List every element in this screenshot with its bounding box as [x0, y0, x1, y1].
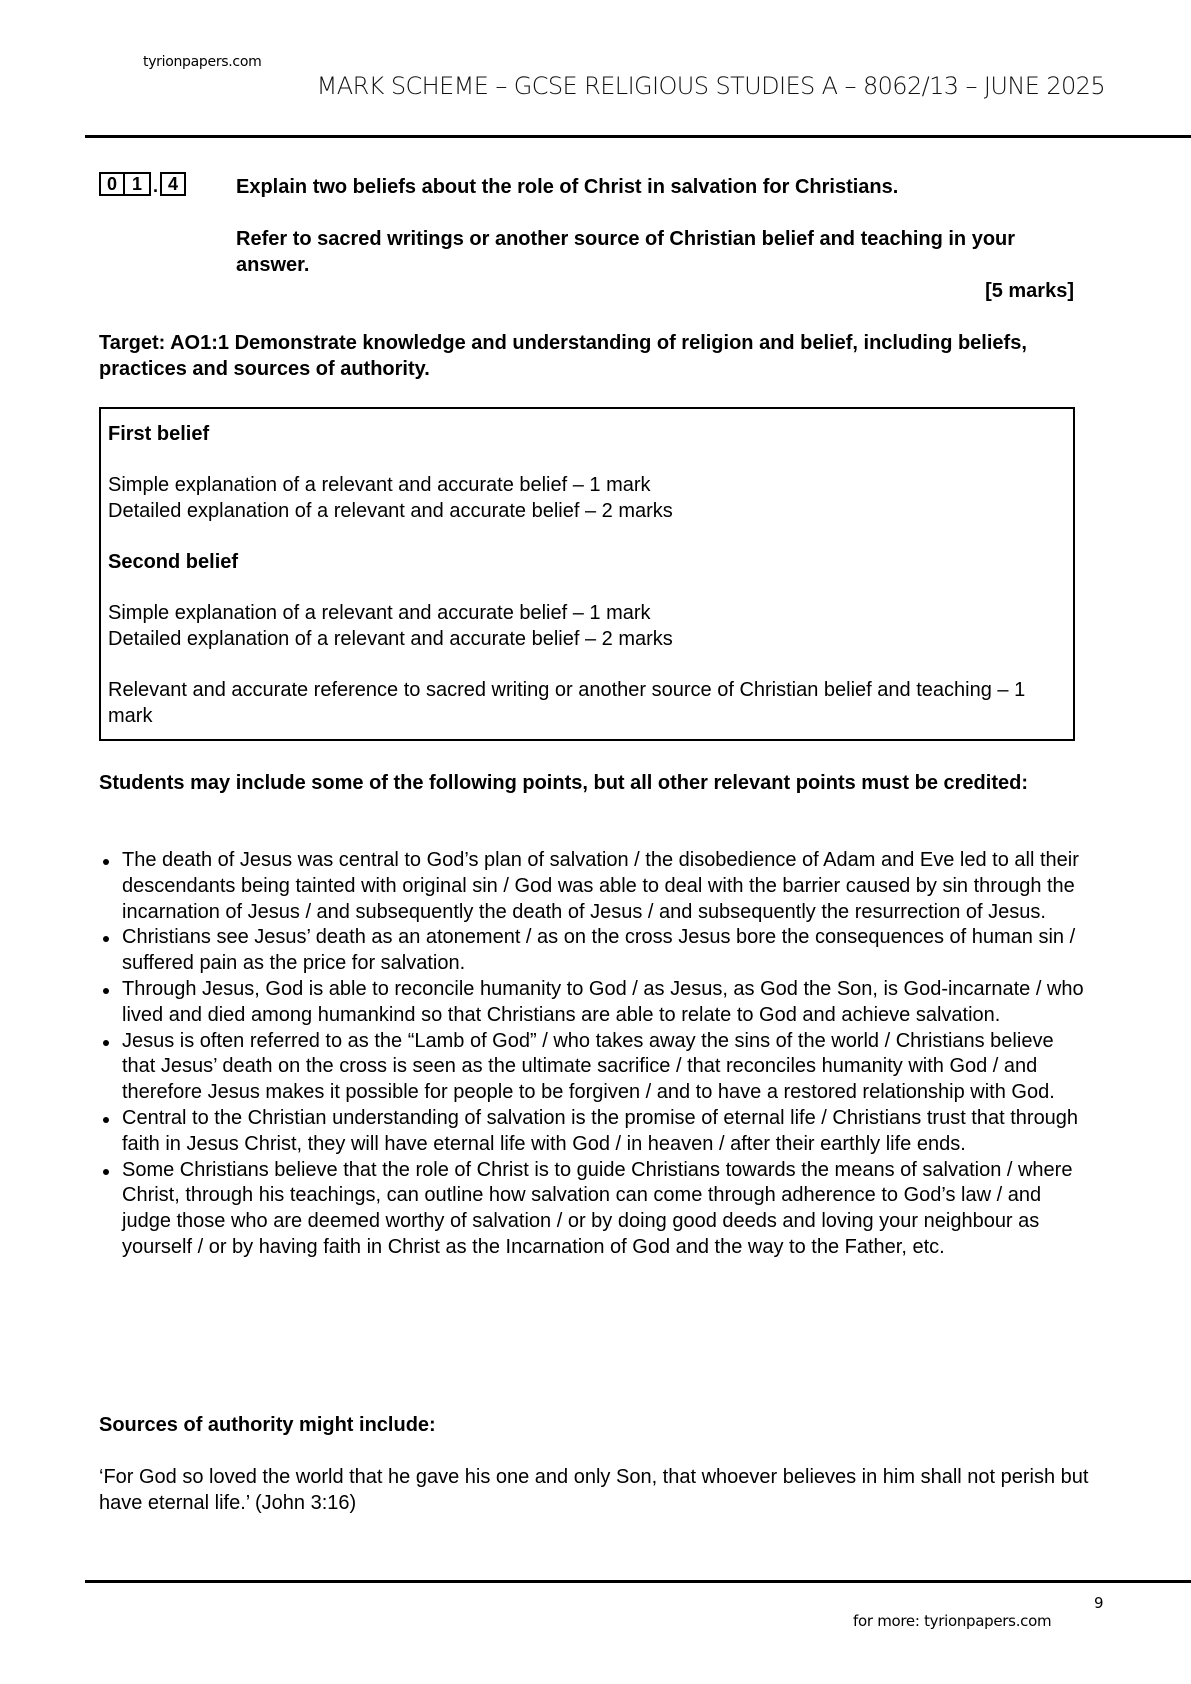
- list-item: The death of Jesus was central to God’s plan of salvation / the disobedience of Adam and Eve led to all their descendants being tainted with original sin / God was able to deal with the barrier caused by sin through the incarnation of Jesus / and subsequently the death of Jesus / and subsequently the resurrection of Jesus.: [99, 848, 1089, 925]
- page-number: 9: [1094, 1594, 1104, 1612]
- bullet-icon: [103, 1117, 109, 1123]
- list-item: Jesus is often referred to as the “Lamb of God” / who takes away the sins of the world / Christians believe that Jesus’ death on the cross is seen as the ultimate sacrifice / that reconciles humanity with God / and therefore Jesus makes it possible for people to be forgiven / and to have a restored relationship with God.: [99, 1029, 1089, 1106]
- question-prompt: Explain two beliefs about the role of Christ in salvation for Christians.: [236, 176, 899, 198]
- question-instruction: Refer to sacred writings or another source of Christian belief and teaching in your answer.: [236, 228, 1016, 276]
- list-item: Through Jesus, God is able to reconcile humanity to God / as Jesus, as God the Son, is God-incarnate / who lived and died among humankind so that Christians are able to relate to God and achieve salvation.: [99, 977, 1089, 1029]
- question-marks: [5 marks]: [985, 280, 1074, 302]
- question-digit: 1: [125, 172, 151, 196]
- students-heading: Students may include some of the following points, but all other relevant points must be credited:: [99, 772, 1028, 794]
- bullet-icon: [103, 859, 109, 865]
- page-header-title: MARK SCHEME – GCSE RELIGIOUS STUDIES A – 8062/13 – JUNE 2025: [316, 72, 1105, 100]
- list-item: Some Christians believe that the role of Christ is to guide Christians towards the means of salvation / where Christ, through his teachings, can outline how salvation can come through adherence to God’s law / and judge those who are deemed worthy of salvation / or by doing good deeds and loving your neighbour as yourself / or by having faith in Christ as the Incarnation of God and the way to the Father, etc.: [99, 1158, 1089, 1261]
- second-belief-detailed: Detailed explanation of a relevant and accurate belief – 2 marks: [108, 628, 673, 650]
- question-digit: 4: [160, 172, 186, 196]
- question-digit: 0: [99, 172, 125, 196]
- question-separator: .: [153, 176, 159, 196]
- footer-site-label: for more: tyrionpapers.com: [853, 1612, 1052, 1630]
- bullet-icon: [103, 1169, 109, 1175]
- list-item: Central to the Christian understanding of salvation is the promise of eternal life / Christians trust that through faith in Jesus Christ, they will have eternal life with God / in heaven / after their earthly life ends.: [99, 1106, 1089, 1158]
- first-belief-heading: First belief: [108, 423, 210, 445]
- indicative-content-list: [99, 848, 1089, 1261]
- header-site-label: tyrionpapers.com: [143, 54, 262, 70]
- header-divider: [85, 135, 1191, 138]
- bullet-icon: [103, 1040, 109, 1046]
- first-belief-simple: Simple explanation of a relevant and accurate belief – 1 mark: [108, 474, 651, 496]
- footer-divider: [85, 1580, 1191, 1583]
- first-belief-detailed: Detailed explanation of a relevant and accurate belief – 2 marks: [108, 500, 673, 522]
- scripture-quote: ‘For God so loved the world that he gave his one and only Son, that whoever believes in him shall not perish but have eternal life.’ (John 3:16): [99, 1466, 1089, 1514]
- second-belief-simple: Simple explanation of a relevant and accurate belief – 1 mark: [108, 602, 651, 624]
- mark-allocation-box: [99, 407, 1075, 741]
- bullet-icon: [103, 936, 109, 942]
- list-item: Christians see Jesus’ death as an atonement / as on the cross Jesus bore the consequences of human sin / suffered pain as the price for salvation.: [99, 925, 1089, 977]
- question-number: [99, 172, 186, 196]
- sources-heading: Sources of authority might include:: [99, 1414, 436, 1436]
- bullet-icon: [103, 988, 109, 994]
- second-belief-heading: Second belief: [108, 551, 239, 573]
- assessment-target: Target: AO1:1 Demonstrate knowledge and understanding of religion and belief, including beliefs, practices and sources of authority.: [99, 332, 1027, 380]
- reference-mark: Relevant and accurate reference to sacred writing or another source of Christian belief and teaching – 1 mark: [108, 679, 1026, 727]
